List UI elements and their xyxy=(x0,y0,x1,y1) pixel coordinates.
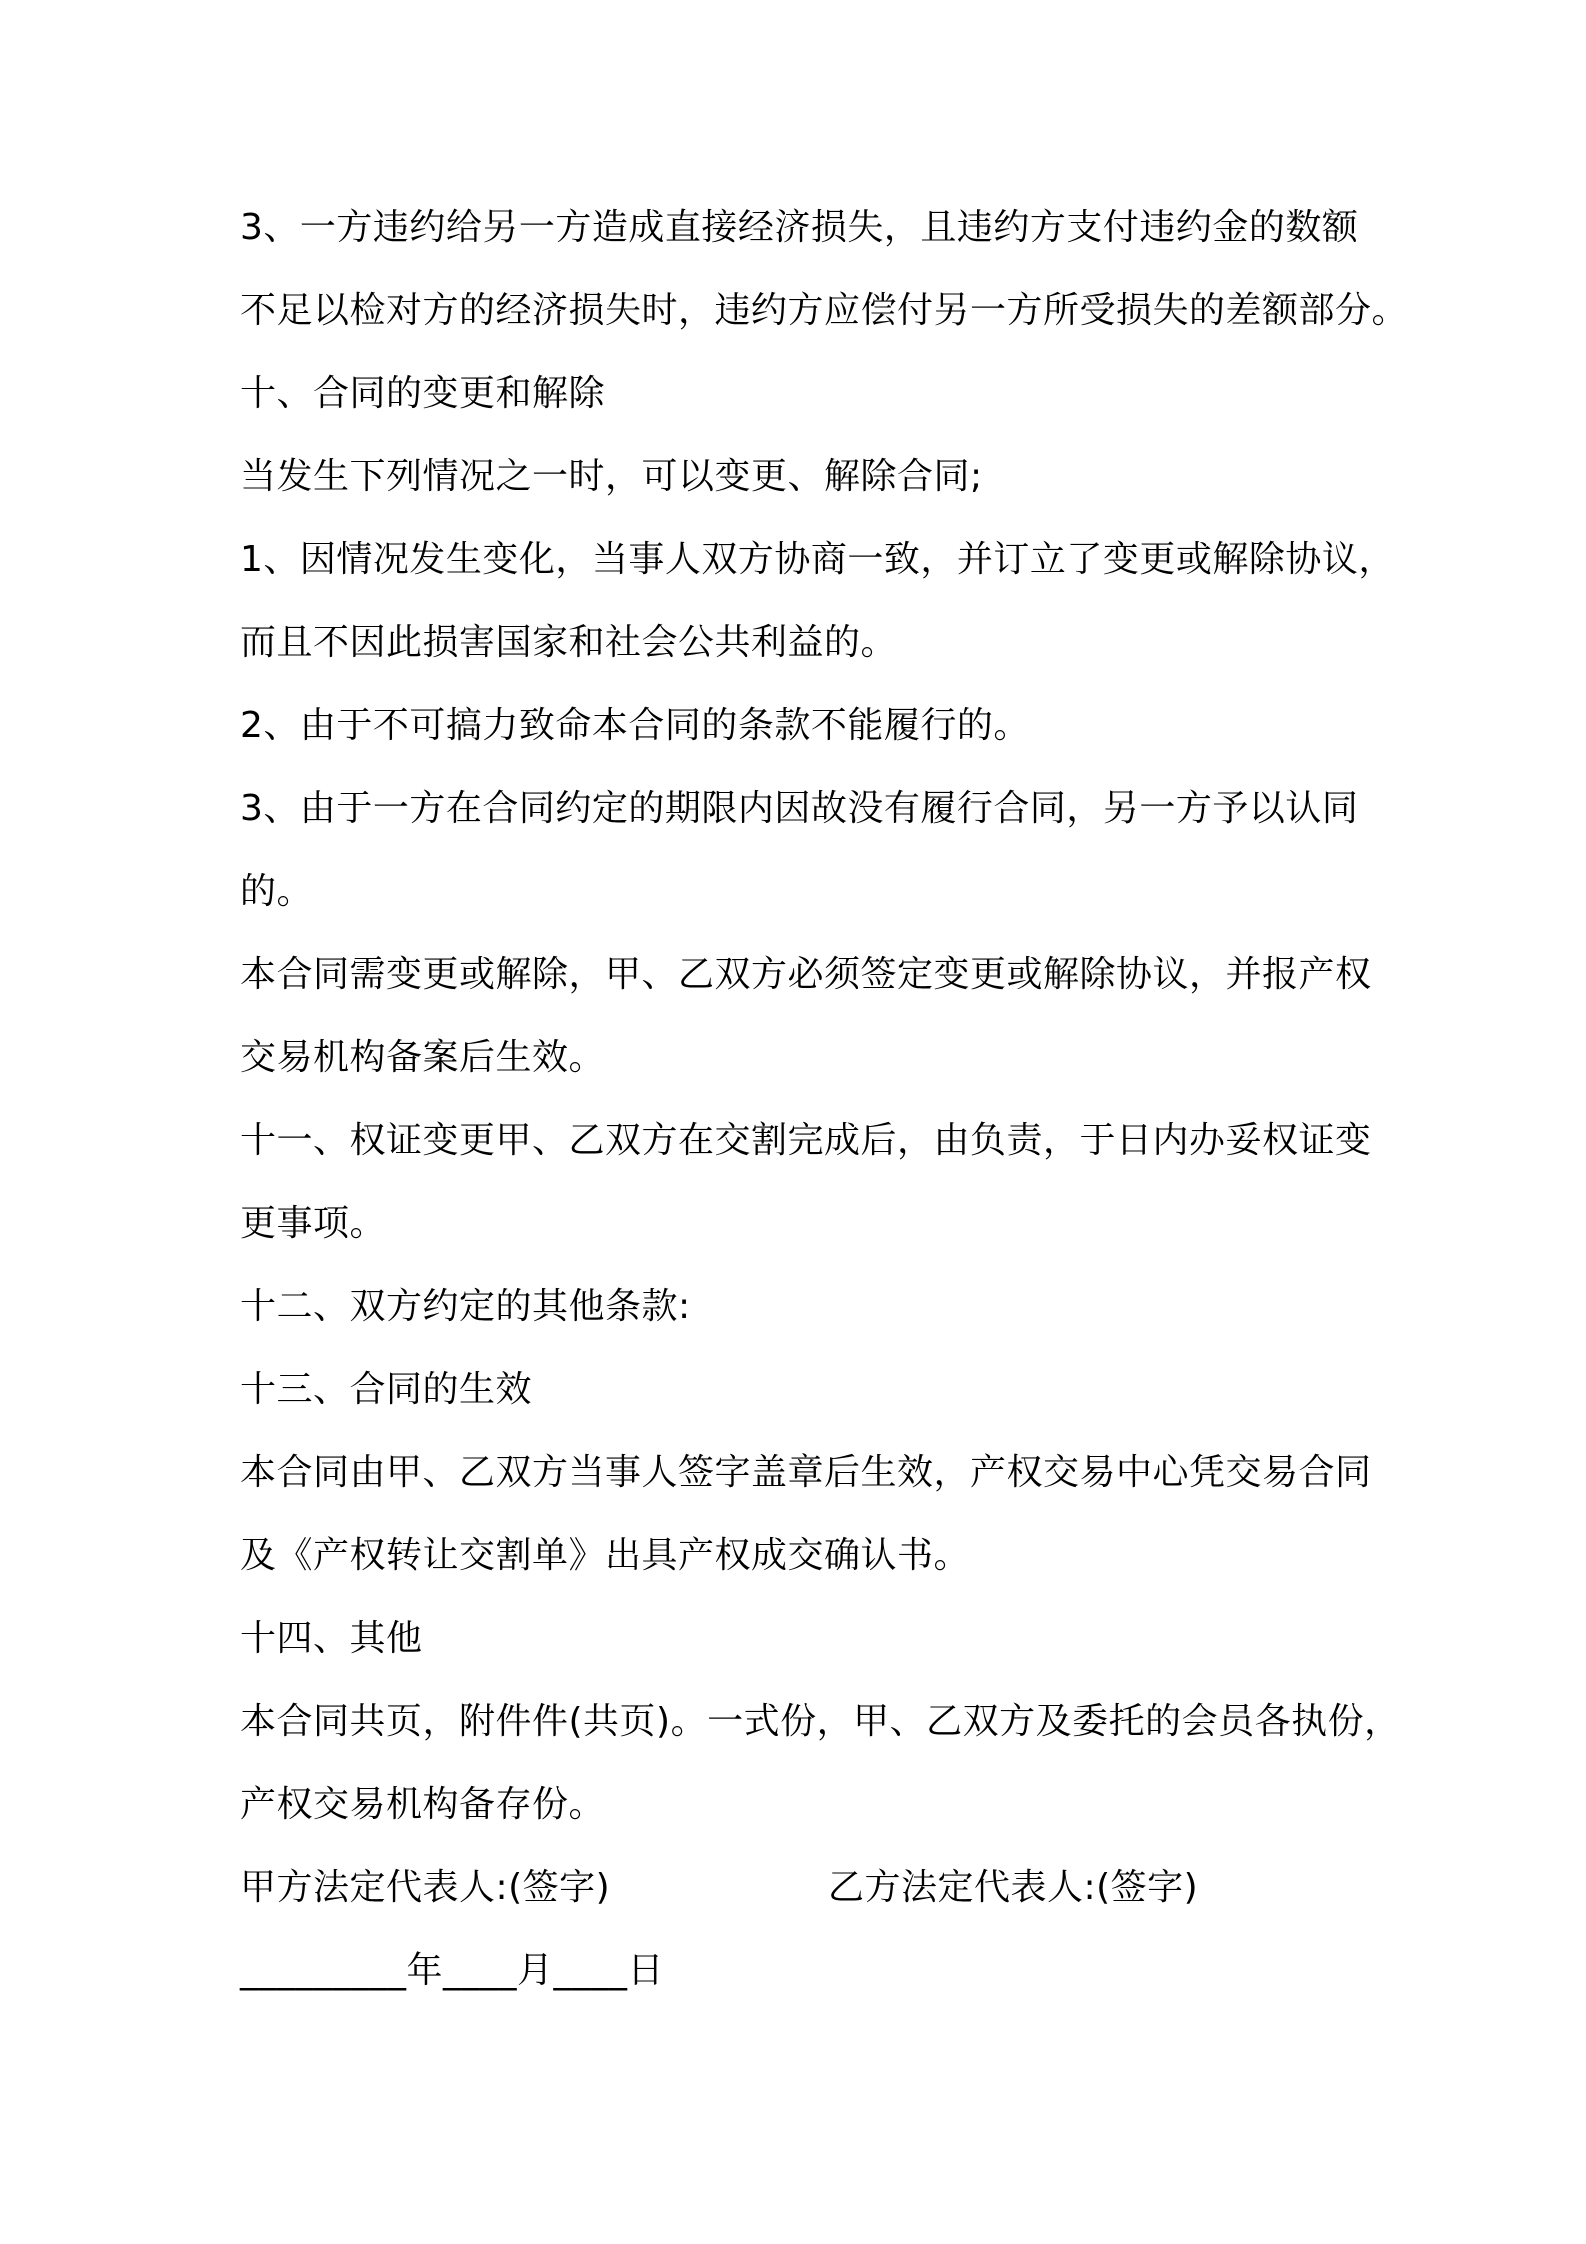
section-heading: 十四、其他 xyxy=(240,1618,423,1659)
signature-party-b: 乙方法定代表人:(签字) xyxy=(828,1867,1199,1908)
text-line: 产权交易机构备存份。 xyxy=(240,1784,606,1825)
text-line: 本合同需变更或解除，甲、乙双方必须签定变更或解除协议，并报产权 xyxy=(240,954,1372,995)
text-line: 更事项。 xyxy=(240,1203,387,1244)
text-line: 3、一方违约给另一方造成直接经济损失，且违约方支付违约金的数额 xyxy=(240,207,1359,248)
section-heading: 十、合同的变更和解除 xyxy=(240,373,606,414)
text-line: 2、由于不可搞力致命本合同的条款不能履行的。 xyxy=(240,705,1030,746)
section-heading: 十一、权证变更甲、乙双方在交割完成后，由负责，于日内办妥权证变 xyxy=(240,1120,1372,1161)
text-line: 的。 xyxy=(240,871,314,912)
text-line: 本合同由甲、乙双方当事人签字盖章后生效，产权交易中心凭交易合同 xyxy=(240,1452,1372,1493)
text-line: 本合同共页，附件件(共页)。一式份，甲、乙双方及委托的会员各执份， xyxy=(240,1701,1401,1742)
text-line: 1、因情况发生变化，当事人双方协商一致，并订立了变更或解除协议， xyxy=(240,539,1395,580)
date-line: _________年____月____日 xyxy=(240,1950,664,1991)
text-line: 不足以检对方的经济损失时，违约方应偿付另一方所受损失的差额部分。 xyxy=(240,290,1409,331)
text-line: 3、由于一方在合同约定的期限内因故没有履行合同，另一方予以认同 xyxy=(240,788,1359,829)
text-line: 交易机构备案后生效。 xyxy=(240,1037,606,1078)
section-heading: 十二、双方约定的其他条款: xyxy=(240,1286,691,1327)
signature-party-a: 甲方法定代表人:(签字) xyxy=(240,1867,611,1908)
text-line: 而且不因此损害国家和社会公共利益的。 xyxy=(240,622,898,663)
text-line: 当发生下列情况之一时，可以变更、解除合同; xyxy=(240,456,983,497)
section-heading: 十三、合同的生效 xyxy=(240,1369,533,1410)
text-line: 及《产权转让交割单》出具产权成交确认书。 xyxy=(240,1535,971,1576)
